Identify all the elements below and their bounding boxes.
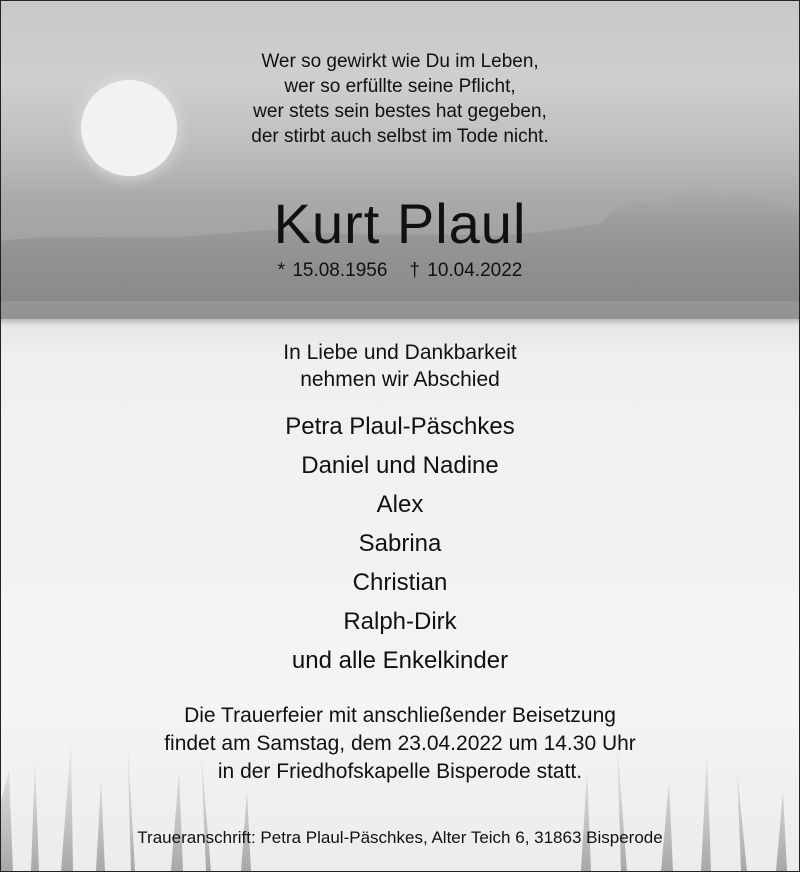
poem-line: wer stets sein bestes hat gegeben, xyxy=(253,101,547,122)
family-member: Petra Plaul-Päschkes xyxy=(285,413,515,440)
ceremony-line: findet am Samstag, dem 23.04.2022 um 14.30 Uhr xyxy=(164,732,636,755)
shoreline-band xyxy=(1,301,799,319)
farewell-line: nehmen wir Abschied xyxy=(300,368,500,391)
ceremony-line: Die Trauerfeier mit anschließender Beisetzung xyxy=(184,704,616,727)
farewell-text xyxy=(1,339,799,393)
mourning-address: Traueranschrift: Petra Plaul-Päschkes, Alter Teich 6, 31863 Bisperode xyxy=(137,828,663,847)
family-member: Christian xyxy=(352,569,448,596)
death-date: † 10.04.2022 xyxy=(409,260,523,281)
family-member: und alle Enkelkinder xyxy=(291,647,509,674)
ceremony-info xyxy=(1,702,799,786)
poem-line: wer so erfüllte seine Pflicht, xyxy=(284,76,516,97)
life-dates xyxy=(1,258,799,284)
poem-line: der stirbt auch selbst im Tode nicht. xyxy=(251,126,549,147)
memorial-poem xyxy=(1,49,799,149)
birth-date: * 15.08.1956 xyxy=(277,260,388,281)
family-list xyxy=(1,407,799,680)
deceased-name: Kurt Plaul xyxy=(273,192,527,255)
family-member: Ralph-Dirk xyxy=(343,608,457,635)
farewell-line: In Liebe und Dankbarkeit xyxy=(283,341,517,364)
family-member: Daniel und Nadine xyxy=(301,452,499,479)
ceremony-line: in der Friedhofskapelle Bisperode statt. xyxy=(217,760,583,783)
family-member: Sabrina xyxy=(358,530,442,557)
family-member: Alex xyxy=(376,491,424,518)
poem-line: Wer so gewirkt wie Du im Leben, xyxy=(261,51,539,72)
